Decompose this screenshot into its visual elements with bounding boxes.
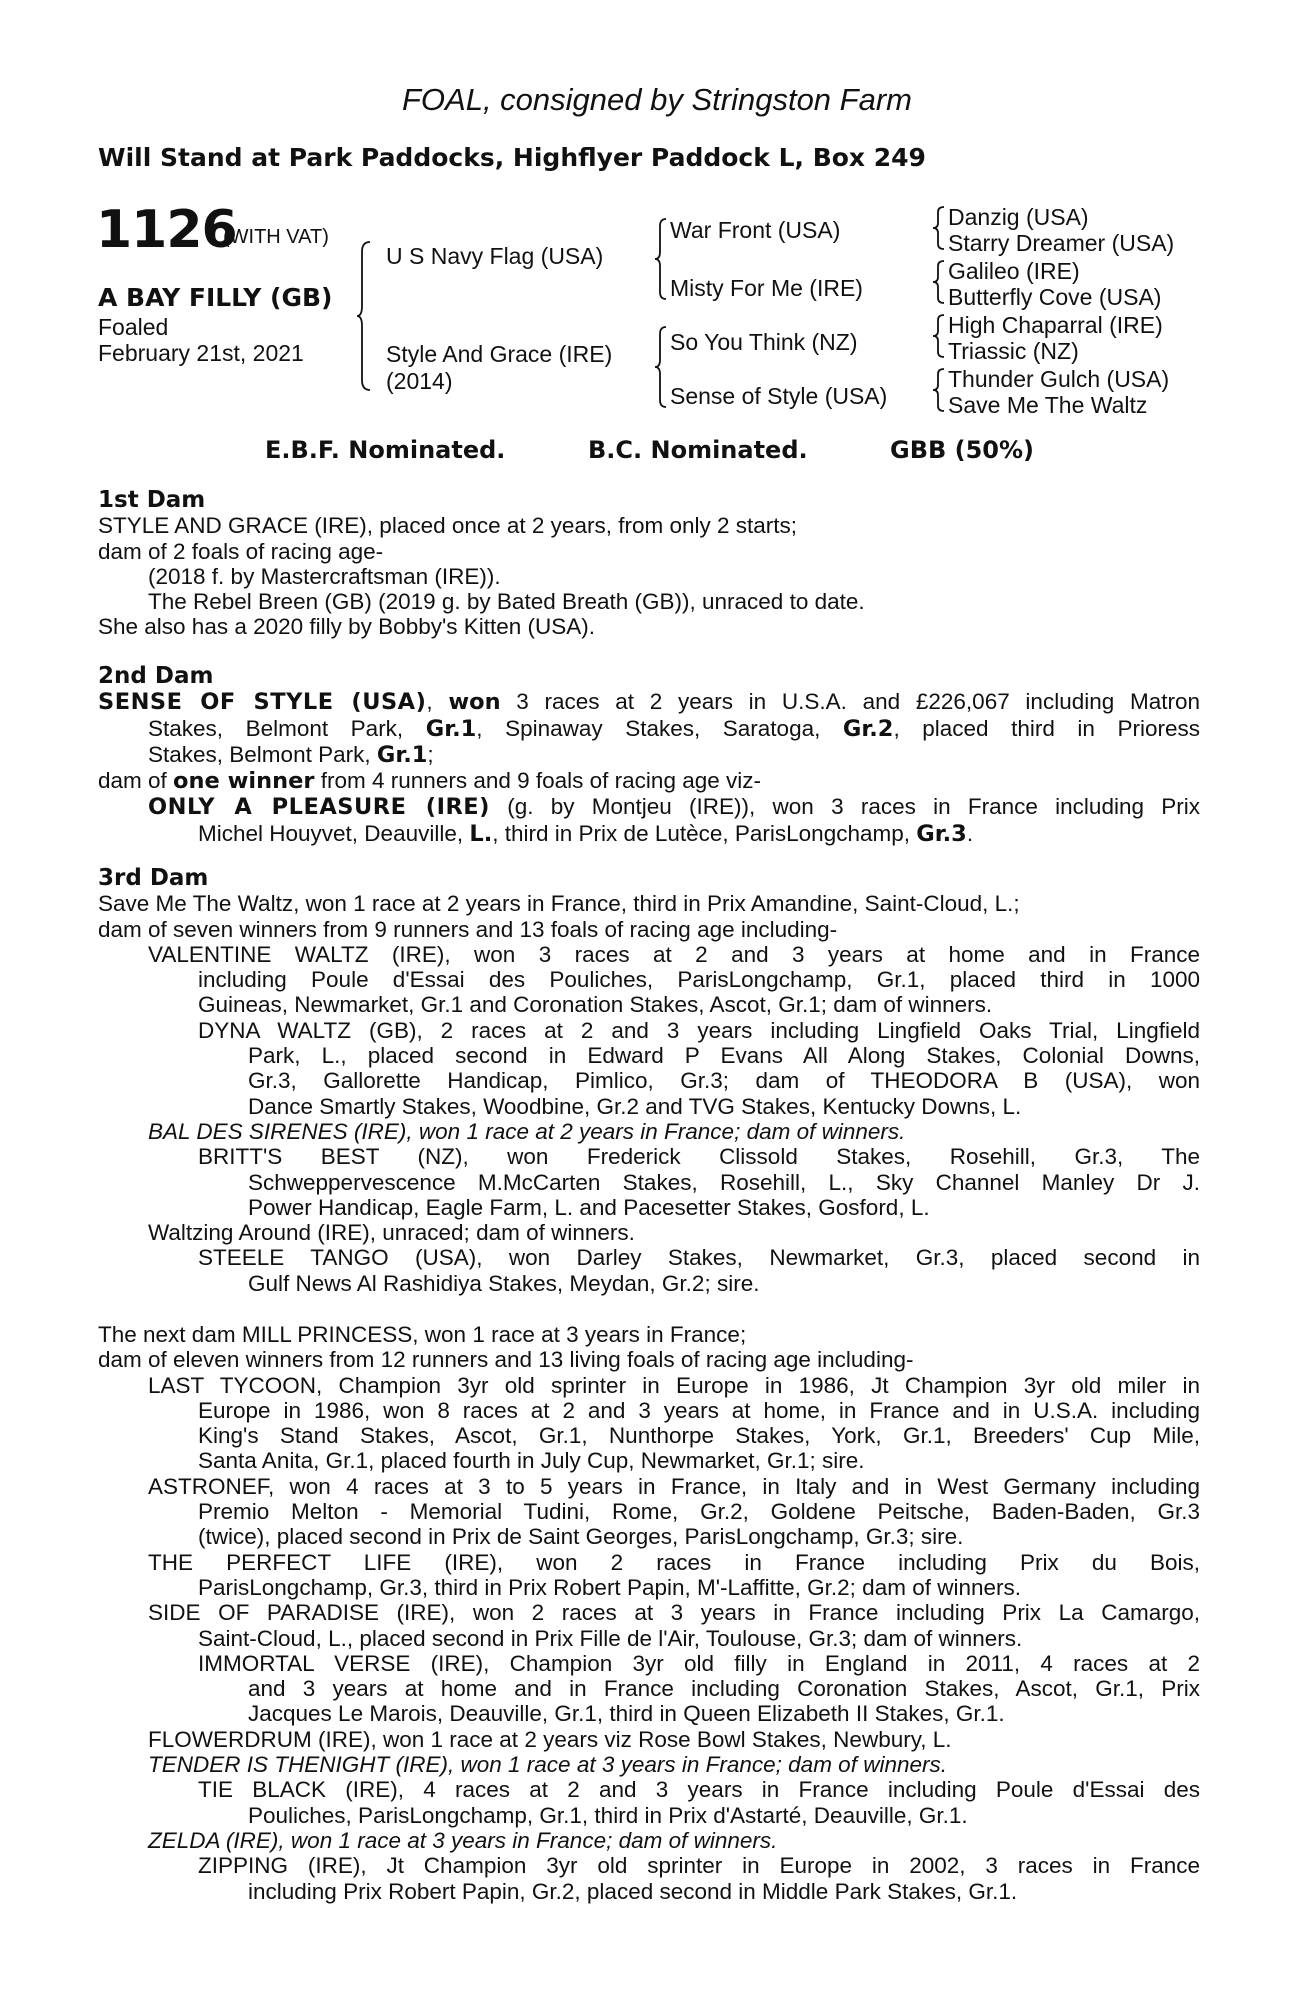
first-dam-line: STYLE AND GRACE (IRE), placed once at 2 years, from only 2 starts; (98, 513, 798, 539)
next-dam-line: IMMORTAL VERSE (IRE), Champion 3yr old filly in England in 2011, 4 races at 2 (198, 1650, 1200, 1676)
pedigree-dam-dam: Sense of Style (USA) (670, 383, 888, 409)
ebf-nomination: E.B.F. Nominated. (265, 436, 506, 464)
pedigree-dam-year: (2014) (386, 368, 453, 394)
pedigree-brace-g1 (932, 205, 946, 251)
second-dam-line (98, 821, 1200, 847)
third-dam-line: VALENTINE WALTZ (IRE), won 3 races at 2 and 3 years at home and in France (148, 941, 1200, 967)
pedigree-dam-sire: So You Think (NZ) (670, 329, 858, 355)
pedigree-brace-g4 (932, 367, 946, 413)
first-dam-progeny: The Rebel Breen (GB) (2019 g. by Bated Breath (GB)), unraced to date. (148, 589, 865, 615)
second-dam-section (98, 664, 1200, 847)
third-dam-line: Gulf News Al Rashidiya Stakes, Meydan, Gr.2; sire. (248, 1270, 760, 1296)
pedigree-brace-sire (654, 217, 668, 301)
next-dam-line: King's Stand Stakes, Ascot, Gr.1, Nunthorpe Stakes, York, Gr.1, Breeders' Cup Mile, (198, 1423, 1200, 1449)
third-dam-line: including Poule d'Essai des Pouliches, ParisLongchamp, Gr.1, placed third in 1000 (198, 967, 1200, 993)
next-dam-line: TIE BLACK (IRE), 4 races at 2 and 3 years in France including Poule d'Essai des (198, 1777, 1200, 1803)
pedigree-g2: Starry Dreamer (USA) (948, 230, 1175, 256)
third-dam-line: BAL DES SIRENES (IRE), won 1 race at 2 years in France; dam of winners. (148, 1118, 906, 1144)
second-dam-text: Michel Houyvet, Deauville, (198, 820, 470, 846)
next-dam-line: ASTRONEF, won 4 races at 3 to 5 years in France, in Italy and in West Germany including (148, 1473, 1200, 1499)
next-dam-line: FLOWERDRUM (IRE), won 1 race at 2 years viz Rose Bowl Stakes, Newbury, L. (148, 1726, 952, 1752)
third-dam-line: Dance Smartly Stakes, Woodbine, Gr.2 and TVG Stakes, Kentucky Downs, L. (248, 1093, 1022, 1119)
pedigree-g4: Butterfly Cove (USA) (948, 284, 1162, 310)
next-dam-line: LAST TYCOON, Champion 3yr old sprinter in Europe in 1986, Jt Champion 3yr old miler in (148, 1372, 1200, 1398)
pedigree-dam: Style And Grace (IRE) (386, 341, 613, 367)
lot-number: 1126 (96, 200, 237, 260)
next-dam-line: TENDER IS THENIGHT (IRE), won 1 race at 3 years in France; dam of winners. (148, 1752, 947, 1778)
second-dam-text: . (966, 820, 974, 846)
next-dam-line: Pouliches, ParisLongchamp, Gr.1, third in Prix d'Astarté, Deauville, Gr.1. (248, 1802, 968, 1828)
second-dam-text: Stakes, Belmont Park, (148, 715, 426, 741)
next-dam-line: Saint-Cloud, L., placed second in Prix Fille de l'Air, Toulouse, Gr.3; dam of winners. (198, 1625, 1023, 1651)
first-dam-section (98, 488, 1200, 640)
third-dam-line: Power Handicap, Eagle Farm, L. and Pacesetter Stakes, Gosford, L. (248, 1194, 930, 1220)
second-dam-text: , third in Prix de Lutèce, ParisLongchamp, (492, 820, 917, 846)
pedigree-brace-main (356, 240, 372, 392)
third-dam-line: Waltzing Around (IRE), unraced; dam of winners. (148, 1220, 635, 1246)
next-dam-line: (twice), placed second in Prix de Saint Georges, ParisLongchamp, Gr.3; sire. (198, 1524, 964, 1550)
next-dam-line: Santa Anita, Gr.1, placed fourth in July Cup, Newmarket, Gr.1; sire. (198, 1448, 865, 1474)
third-dam-line: Park, L., placed second in Edward P Evans All Along Stakes, Colonial Downs, (248, 1043, 1200, 1069)
pedigree-g1: Danzig (USA) (948, 204, 1089, 230)
pedigree-brace-g3 (932, 313, 946, 359)
consignor-title: FOAL, consigned by Stringston Farm (401, 82, 912, 117)
grade-3: Gr.3 (916, 820, 967, 847)
next-dam-line: including Prix Robert Papin, Gr.2, placed second in Middle Park Stakes, Gr.1. (248, 1878, 1018, 1904)
second-dam-text: , Spinaway Stakes, Saratoga, (476, 715, 843, 741)
first-dam-progeny: (2018 f. by Mastercraftsman (IRE)). (148, 563, 501, 589)
stabling-location: Will Stand at Park Paddocks, Highflyer Paddock L, Box 249 (98, 143, 926, 172)
third-dam-line: DYNA WALTZ (GB), 2 races at 2 and 3 years including Lingfield Oaks Trial, Lingfield (198, 1017, 1200, 1043)
foaled-date: February 21st, 2021 (98, 340, 304, 366)
listed: L. (469, 820, 493, 847)
pedigree-g8: Save Me The Waltz (948, 392, 1148, 418)
next-dam-line: ZELDA (IRE), won 1 race at 3 years in France; dam of winners. (148, 1827, 778, 1853)
second-dam-text: 3 races at 2 years in U.S.A. and £226,067 including Matron (500, 689, 1200, 715)
second-dam-heading: 2nd Dam (98, 663, 214, 689)
third-dam-line: BRITT'S BEST (NZ), won Frederick Clissold Stakes, Rosehill, Gr.3, The (198, 1144, 1200, 1170)
third-dam-section (98, 866, 1200, 1296)
third-dam-line: Guineas, Newmarket, Gr.1 and Coronation Stakes, Ascot, Gr.1; dam of winners. (198, 992, 993, 1018)
third-dam-heading: 3rd Dam (98, 865, 209, 891)
pedigree-g3: Galileo (IRE) (948, 258, 1080, 284)
grade-2: Gr.2 (842, 715, 894, 742)
pedigree-g6: Triassic (NZ) (948, 338, 1079, 364)
pedigree-sire-dam: Misty For Me (IRE) (670, 275, 863, 301)
second-dam-line: SENSE OF STYLE (USA), won 3 races at 2 years in U.S.A. and £226,067 including Matron (98, 689, 1200, 716)
second-dam-text: dam of (98, 768, 174, 794)
first-dam-heading: 1st Dam (98, 487, 206, 513)
progeny-name: ONLY A PLEASURE (IRE) (148, 794, 490, 821)
pedigree-brace-dam (654, 325, 668, 409)
second-dam-line (98, 794, 1200, 820)
next-dam-line: ParisLongchamp, Gr.3, third in Prix Robert Papin, M'-Laffitte, Gr.2; dam of winners. (198, 1574, 1021, 1600)
second-dam-text: from 4 runners and 9 foals of racing age viz- (314, 768, 761, 794)
next-dam-line: Jacques Le Marois, Deauville, Gr.1, third in Queen Elizabeth II Stakes, Gr.1. (248, 1701, 1005, 1727)
second-dam-line (98, 742, 1200, 768)
second-dam-name: SENSE OF STYLE (USA) (98, 689, 427, 716)
bc-nomination: B.C. Nominated. (588, 436, 808, 464)
foaled-label: Foaled (98, 314, 169, 340)
first-dam-line: dam of 2 foals of racing age- (98, 538, 384, 564)
grade-1: Gr.1 (425, 715, 477, 742)
second-dam-text: Stakes, Belmont Park, (148, 741, 377, 767)
pedigree-brace-g2 (932, 259, 946, 305)
pedigree-sire: U S Navy Flag (USA) (386, 243, 604, 269)
next-dam-line: Europe in 1986, won 8 races at 2 and 3 years at home, in France and in U.S.A. including (198, 1397, 1200, 1423)
next-dam-line: Premio Melton - Memorial Tudini, Rome, Gr.2, Goldene Peitsche, Baden-Baden, Gr.3 (198, 1499, 1200, 1525)
second-dam-line (98, 716, 1200, 742)
next-dam-line: and 3 years at home and in France including Coronation Stakes, Ascot, Gr.1, Prix (248, 1676, 1200, 1702)
won-text: won (448, 689, 501, 716)
grade-1: Gr.1 (376, 741, 428, 768)
second-dam-line (98, 768, 1200, 794)
next-dam-line: SIDE OF PARADISE (IRE), won 2 races at 3 years in France including Prix La Camargo, (148, 1600, 1200, 1626)
next-dam-section (98, 1322, 1200, 1904)
third-dam-line: Gr.3, Gallorette Handicap, Pimlico, Gr.3; dam of THEODORA B (USA), won (248, 1068, 1200, 1094)
winner-count: one winner (173, 768, 315, 795)
pedigree-g7: Thunder Gulch (USA) (948, 366, 1170, 392)
gbb-percentage: GBB (50%) (890, 436, 1035, 464)
second-dam-text: , placed third in Prioress (893, 715, 1201, 741)
first-dam-line: She also has a 2020 filly by Bobby's Kitten (USA). (98, 614, 596, 640)
vat-note: (WITH VAT) (223, 226, 329, 248)
next-dam-line: THE PERFECT LIFE (IRE), won 2 races in France including Prix du Bois, (148, 1549, 1200, 1575)
third-dam-line: dam of seven winners from 9 runners and 13 foals of racing age including- (98, 916, 838, 942)
third-dam-line: Schweppervescence M.McCarten Stakes, Rosehill, L., Sky Channel Manley Dr J. (248, 1169, 1200, 1195)
next-dam-line: ZIPPING (IRE), Jt Champion 3yr old sprinter in Europe in 2002, 3 races in France (198, 1853, 1200, 1879)
pedigree-g5: High Chaparral (IRE) (948, 312, 1163, 338)
lot-description: A BAY FILLY (GB) (98, 283, 333, 312)
second-dam-text: ; (427, 741, 434, 767)
second-dam-text: (g. by Montjeu (IRE)), won 3 races in France including Prix (489, 794, 1200, 820)
next-dam-line: dam of eleven winners from 12 runners and 13 living foals of racing age including- (98, 1347, 914, 1373)
next-dam-line: The next dam MILL PRINCESS, won 1 race at 3 years in France; (98, 1322, 747, 1347)
pedigree-sire-sire: War Front (USA) (670, 217, 841, 243)
third-dam-line: Save Me The Waltz, won 1 race at 2 years in France, third in Prix Amandine, Saint-Cloud, L.; (98, 891, 1020, 917)
third-dam-line: STEELE TANGO (USA), won Darley Stakes, Newmarket, Gr.3, placed second in (198, 1245, 1200, 1271)
